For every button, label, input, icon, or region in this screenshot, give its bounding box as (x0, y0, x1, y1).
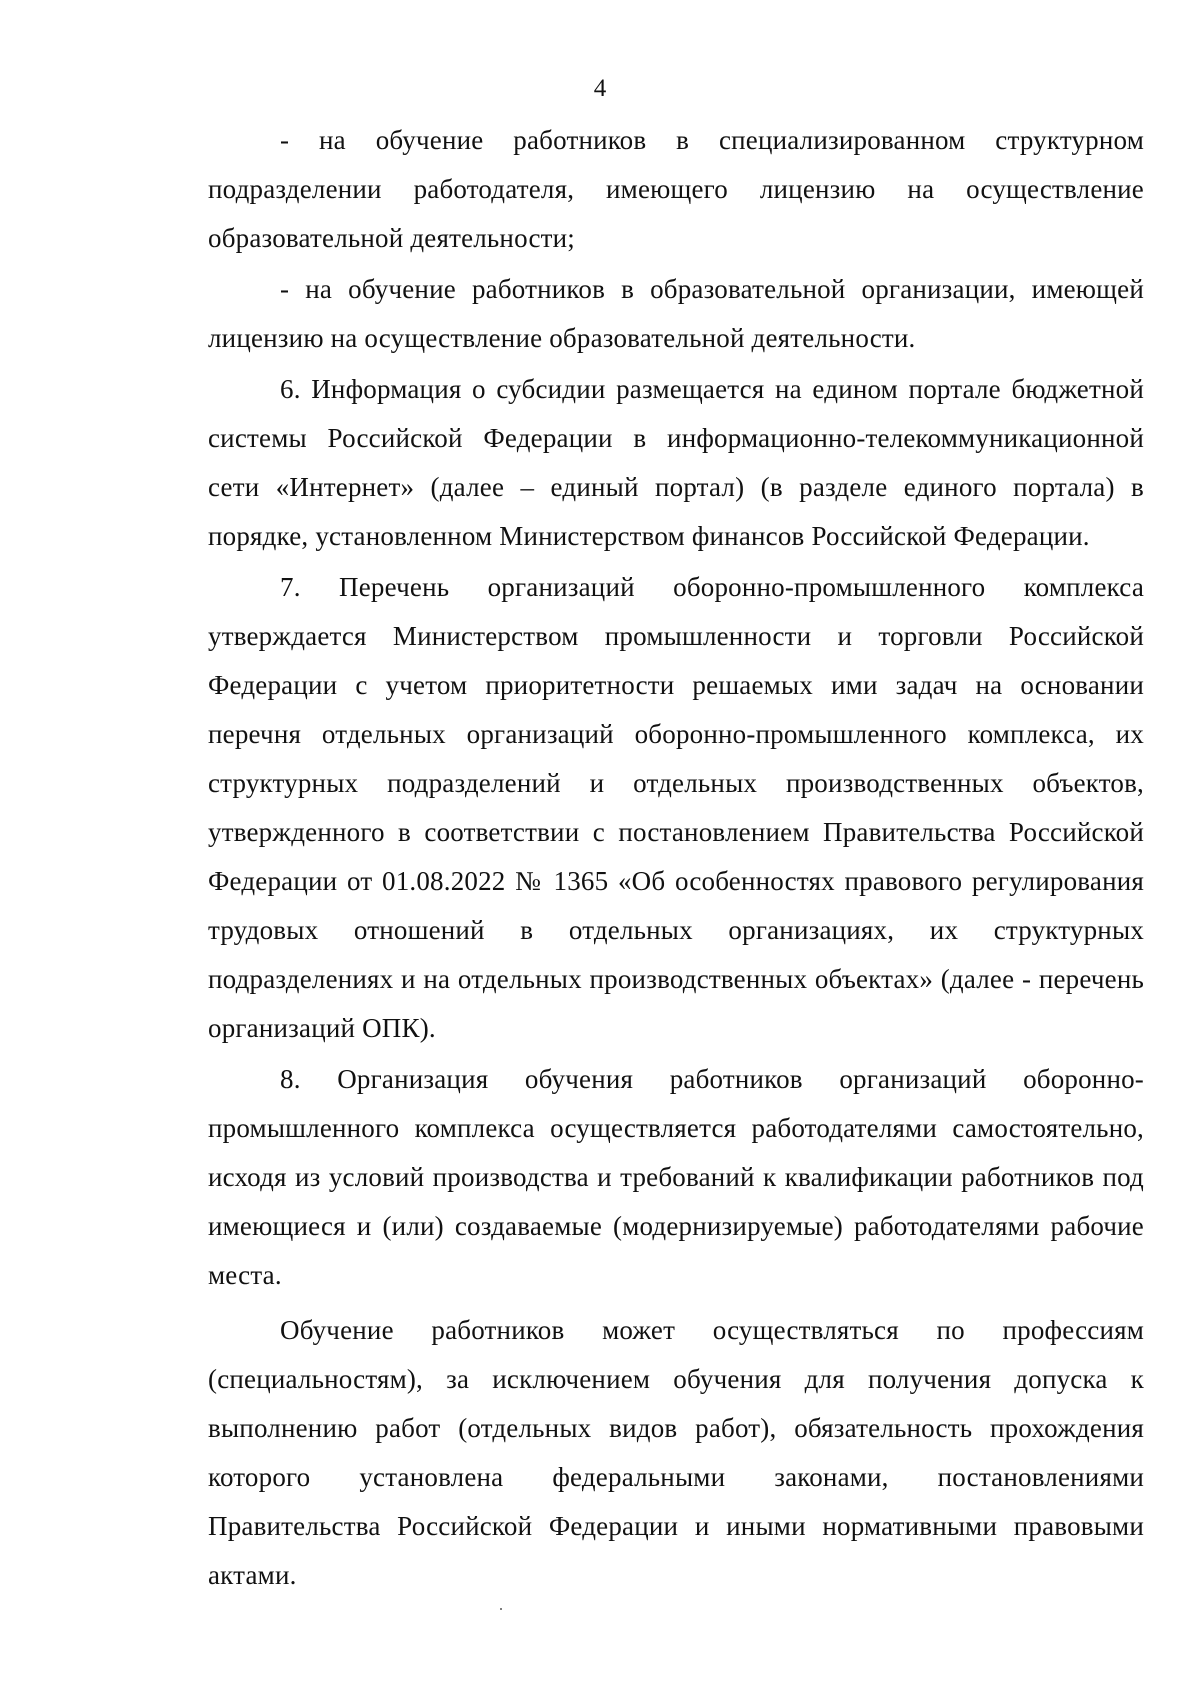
paragraph-training-educational-organization: - на обучение работников в образовательной организации, имеющей лицензию на осуществление образовательной деятельности. (208, 274, 1144, 353)
scan-speck (500, 1608, 502, 1610)
paragraph-8-training-organization: 8. Организация обучения работников организаций оборонно-промышленного комплекса осуществляется работодателями самостоятельно, исходя из условий производства и требований к квалификации работников под имеющиеся и (или) создаваемые (модернизируемые) работодателями рабочие места. (208, 1064, 1144, 1290)
paragraph-training-structural-unit: - на обучение работников в специализированном структурном подразделении работодателя, имеющего лицензию на осуществление образовательной деятельности; (208, 125, 1144, 253)
paragraph-6-subsidy-information: 6. Информация о субсидии размещается на едином портале бюджетной системы Российской Федерации в информационно-телекоммуникационной сети «Интернет» (далее – единый портал) (в разделе единого портала) в порядке, установленном Министерством финансов Российской Федерации. (208, 374, 1144, 551)
paragraph-7-opk-list: 7. Перечень организаций оборонно-промышленного комплекса утверждается Министерством промышленности и торговли Российской Федерации с учетом приоритетности решаемых ими задач на основании перечня отдельных организаций оборонно-промышленного комплекса, их структурных подразделений и отдельных производственных объектов, утвержденного в соответствии с постановлением Правительства Российской Федерации от 01.08.2022 № 1365 «Об особенностях правового регулирования трудовых отношений в отдельных организациях, их структурных подразделениях и на отдельных производственных объектах» (далее - перечень организаций ОПК). (208, 572, 1144, 1043)
document-body (208, 116, 1144, 1600)
paragraph-training-professions: Обучение работников может осуществляться по профессиям (специальностям), за исключением обучения для получения допуска к выполнению работ (отдельных видов работ), обязательность прохождения которого установлена федеральными законами, постановлениями Правительства Российской Федерации и иными нормативными правовыми актами. (208, 1315, 1144, 1590)
page-number: 4 (593, 75, 607, 102)
